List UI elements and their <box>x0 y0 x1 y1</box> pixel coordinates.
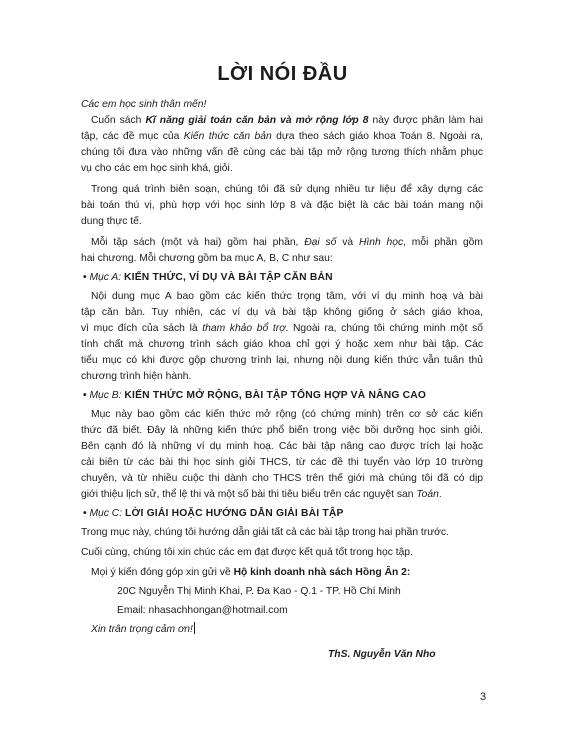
emphasis-text: tham khảo bổ trợ <box>202 323 286 334</box>
emphasis-text: Đại số <box>304 237 337 248</box>
page-number: 3 <box>480 691 487 703</box>
contact-line <box>91 565 483 581</box>
bullet-icon: • <box>83 272 87 283</box>
intro-line: vụ cho các em học sinh khá, giỏi. <box>81 163 233 174</box>
text-span: Mỗi tập sách (một và hai) gồm hai phần, <box>91 237 305 248</box>
thanks-line <box>91 622 483 638</box>
text-cursor <box>194 622 195 634</box>
body-line <box>91 235 483 251</box>
body-line: tập căn bản. Tuy nhiên, các ví dụ và bài tập không giống ở sách giáo khoa, <box>81 307 483 318</box>
section-heading: LỜI GIẢI HOẶC HƯỚNG DẪN GIẢI BÀI TẬP <box>124 508 344 519</box>
intro-line <box>81 129 483 145</box>
publisher-name: Hộ kinh doanh nhà sách Hồng Ân 2 <box>233 567 407 578</box>
email-line: Email: nhasachhongan@hotmail.com <box>117 605 288 616</box>
section-b-heading <box>83 388 483 404</box>
body-line: hai chương. Mỗi chương gồm ba mục A, B, C như sau: <box>81 253 333 264</box>
section-label: Mục C: <box>89 508 125 519</box>
text-span: . <box>438 489 442 500</box>
body-line: Trong quá trình biên soạn, chúng tôi đã sử dụng nhiều tư liệu để xây dựng các <box>91 184 483 195</box>
text-span: tập, các đề mục của <box>81 131 184 142</box>
intro-line <box>91 113 483 129</box>
body-line: chương trình hiện hành. <box>81 371 192 382</box>
body-line: Bên cạnh đó là những ví dụ minh hoạ. Các bài tập nâng cao được trích lại hoặc <box>81 441 483 452</box>
closing-line: Cuối cùng, chúng tôi xin chúc các em đạt được kết quả tốt trong học tập. <box>81 547 413 558</box>
bullet-icon: • <box>83 508 87 519</box>
body-line: tính chất mà chương trình sách giáo khoa chỉ gợi ý hoặc xem như bài tập. Các <box>81 339 483 350</box>
author-signature: ThS. Nguyễn Văn Nho <box>328 649 436 660</box>
text-span: Xin trân trọng cảm ơn! <box>91 624 193 635</box>
section-a-heading <box>83 270 483 286</box>
text-span: này được phân làm hai <box>368 115 484 126</box>
body-line: tiểu mục có khi được gộp chương trình lại, nhưng nội dung kiến thức vẫn tuân thủ <box>81 355 483 366</box>
intro-line: chúng tôi đưa vào những vấn đề cùng các bài tập mở rộng tương thích nhằm phục <box>81 147 483 158</box>
text-span: , mỗi phần gồm <box>403 237 483 248</box>
text-span: Mọi ý kiến đóng góp xin gửi về <box>91 567 234 578</box>
body-line: Trong mục này, chúng tôi hướng dẫn giải tất cả các bài tập trong hai phần trước. <box>81 527 449 538</box>
emphasis-text: Toán <box>416 489 439 500</box>
text-span: và <box>336 237 359 248</box>
body-line <box>81 487 483 503</box>
body-line: Mục này bao gồm các kiến thức mở rộng (có chứng minh) trên cơ sở các kiến <box>91 409 483 420</box>
body-line: chuyên, và từ nhiều cuộc thi dành cho THCS trên thế giới mà chúng tôi đã có dịp <box>81 473 483 484</box>
text-span: vì mục đích của sách là <box>81 323 203 334</box>
greeting: Các em học sinh thân mến! <box>81 99 207 110</box>
body-line: thức đã biết. Đây là những kiến thức phổ biến trong việc bồi dưỡng học sinh giỏi. <box>81 425 483 436</box>
text-span: . Ngoài ra, chúng tôi chứng minh một số <box>285 323 483 334</box>
bullet-icon: • <box>83 390 87 401</box>
text-span: Cuốn sách <box>91 115 146 126</box>
body-line: bài toán thú vị, phù hợp với học sinh lớp 8 và đặc biệt là các bài toán mang nội <box>81 200 483 211</box>
body-line <box>81 321 483 337</box>
body-line: Nội dung mục A bao gồm các kiến thức trọng tâm, với ví dụ minh hoạ và bài <box>91 291 483 302</box>
book-title: Kĩ năng giải toán căn bản và mở rộng lớp 8 <box>145 115 369 126</box>
section-label: Mục B: <box>89 390 125 401</box>
body-line: dung thực tế. <box>81 216 142 227</box>
emphasis-text: Kiến thức căn bản <box>183 131 272 142</box>
section-label: Mục A: <box>89 272 125 283</box>
text-span: giới thiệu lịch sử, thể lệ thi và một số bài thi tiêu biểu trên các nguyệt san <box>81 489 417 500</box>
emphasis-text: Hình học <box>358 237 404 248</box>
section-heading: KIẾN THỨC MỞ RỘNG, BÀI TẬP TỔNG HỢP VÀ NÂNG CAO <box>124 390 427 401</box>
body-line: cải biên từ các bài thi học sinh giỏi THCS, từ các đề thi tuyển vào lớp 10 trường <box>81 457 483 468</box>
text-span: dựa theo sách giáo khoa Toán 8. Ngoài ra, <box>271 131 483 142</box>
section-c-heading <box>83 506 483 522</box>
address-line: 20C Nguyễn Thị Minh Khai, P. Đa Kao - Q.1 - TP. Hồ Chí Minh <box>117 586 401 597</box>
text-span: : <box>406 567 411 578</box>
page-title: LỜI NÓI ĐẦU <box>217 63 348 85</box>
section-heading: KIẾN THỨC, VÍ DỤ VÀ BÀI TẬP CĂN BẢN <box>124 272 333 283</box>
